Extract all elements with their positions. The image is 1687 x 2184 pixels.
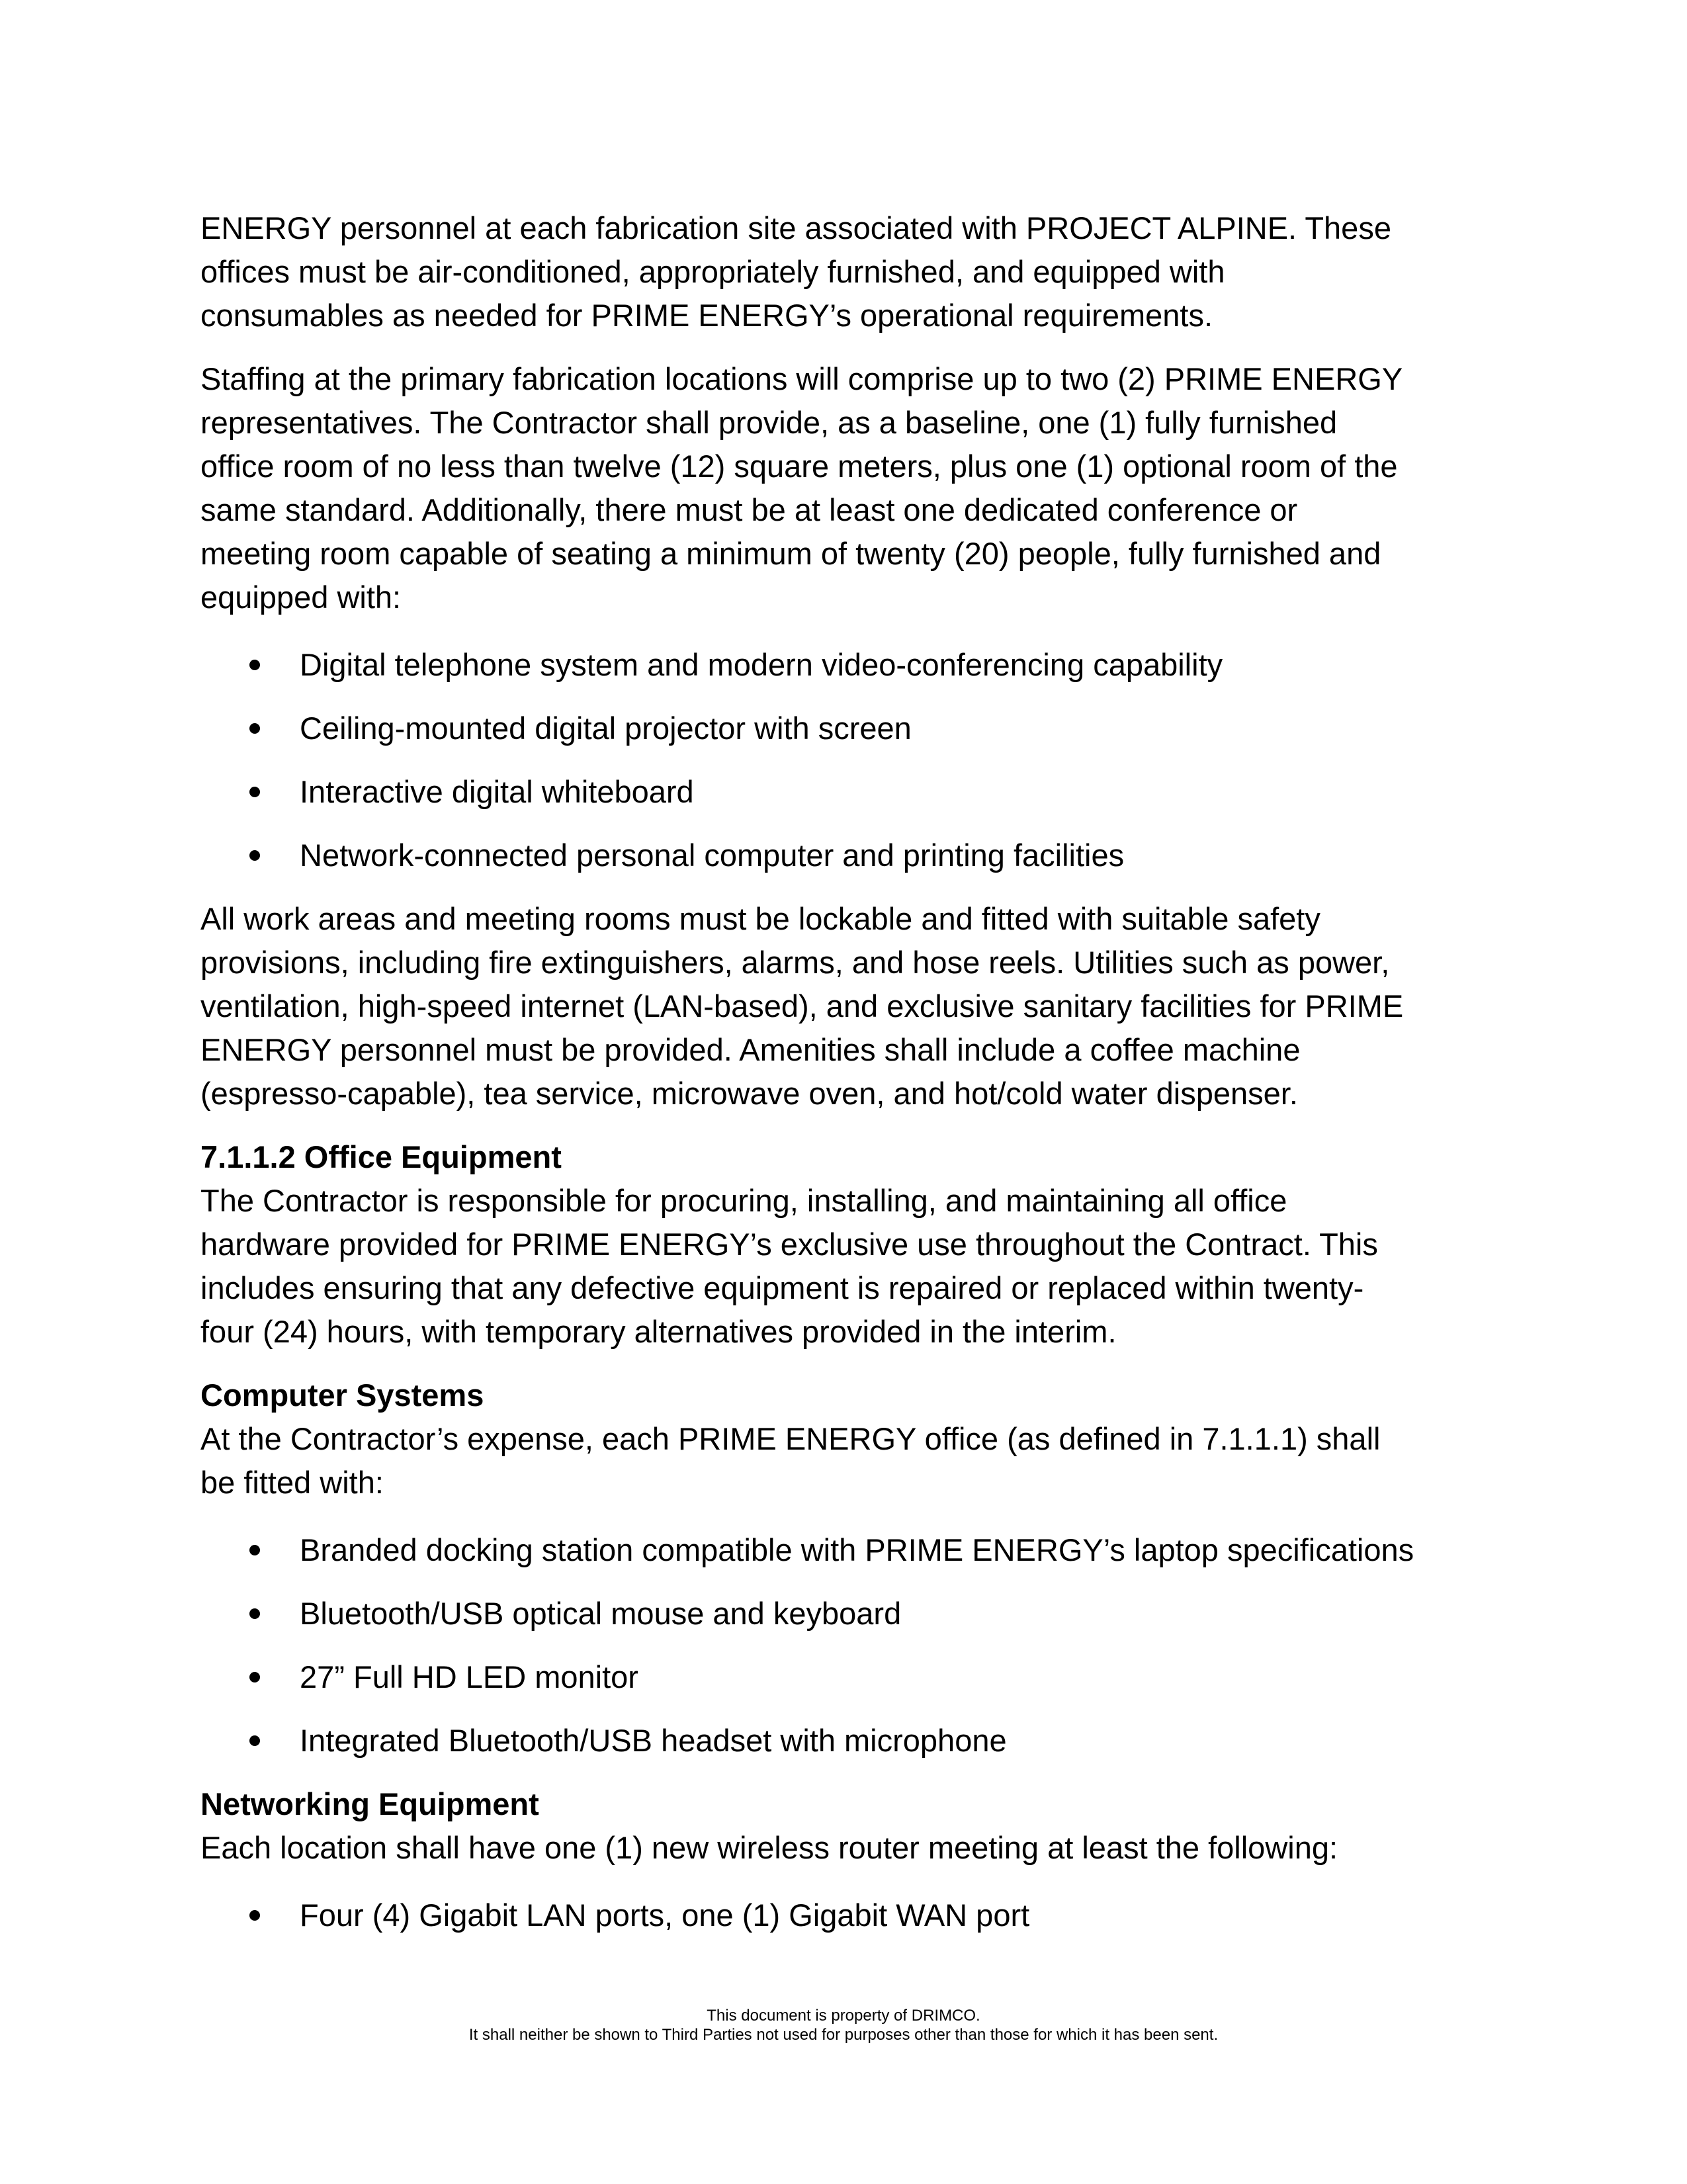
list-item-text: Four (4) Gigabit LAN ports, one (1) Gigabit WAN port [300, 1898, 1030, 1933]
list-item-text: Ceiling-mounted digital projector with screen [300, 711, 912, 746]
text-line: equipped with: [200, 580, 402, 615]
bullet-icon [249, 1735, 260, 1746]
list-item-text: Network-connected personal computer and printing facilities [300, 838, 1125, 873]
bullet-icon [249, 1672, 260, 1682]
list-item-text: Digital telephone system and modern video-conferencing capability [300, 647, 1223, 682]
paragraph [200, 357, 1491, 619]
bullet-icon [249, 1910, 260, 1921]
list-item [200, 1894, 1491, 1937]
list-item [200, 770, 1491, 814]
section-heading: Networking Equipment [200, 1786, 539, 1821]
list-item [200, 707, 1491, 750]
list-item-text: Integrated Bluetooth/USB headset with microphone [300, 1723, 1007, 1758]
list-item-text: Bluetooth/USB optical mouse and keyboard [300, 1596, 902, 1631]
office-equipment-section [200, 1135, 1491, 1354]
paragraph [200, 206, 1491, 337]
list-item [200, 1655, 1491, 1699]
bullet-icon [249, 1608, 260, 1619]
bullet-icon [249, 850, 260, 861]
section-heading: 7.1.1.2 Office Equipment [200, 1139, 562, 1174]
text-line: ventilation, high-speed internet (LAN-based), and exclusive sanitary facilities for PRIME [200, 988, 1404, 1024]
list-item-text: Branded docking station compatible with PRIME ENERGY’s laptop specifications [300, 1532, 1414, 1567]
text-line: Each location shall have one (1) new wireless router meeting at least the following: [200, 1830, 1338, 1865]
text-line: provisions, including fire extinguishers, alarms, and hose reels. Utilities such as power, [200, 945, 1390, 980]
document-body [200, 206, 1491, 1957]
text-line: At the Contractor’s expense, each PRIME ENERGY office (as defined in 7.1.1.1) shall [200, 1421, 1381, 1456]
section-heading: Computer Systems [200, 1377, 484, 1413]
list-item [200, 643, 1491, 687]
networking-list [200, 1894, 1491, 1937]
text-line: offices must be air-conditioned, appropriately furnished, and equipped with [200, 254, 1225, 289]
text-line: hardware provided for PRIME ENERGY’s exclusive use throughout the Contract. This [200, 1227, 1378, 1262]
networking-section [200, 1782, 1491, 1870]
list-item [200, 834, 1491, 877]
computer-systems-section [200, 1374, 1491, 1505]
text-line: representatives. The Contractor shall provide, as a baseline, one (1) fully furnished [200, 405, 1338, 440]
bullet-icon [249, 787, 260, 797]
text-line: four (24) hours, with temporary alternatives provided in the interim. [200, 1314, 1117, 1349]
text-line: ENERGY personnel must be provided. Amenities shall include a coffee machine [200, 1032, 1301, 1067]
text-line: meeting room capable of seating a minimum of twenty (20) people, fully furnished and [200, 536, 1381, 571]
text-line: ENERGY personnel at each fabrication site associated with PROJECT ALPINE. These [200, 210, 1391, 245]
text-line: The Contractor is responsible for procuring, installing, and maintaining all office [200, 1183, 1287, 1218]
list-item [200, 1592, 1491, 1636]
list-item-text: 27” Full HD LED monitor [300, 1659, 638, 1694]
list-item-text: Interactive digital whiteboard [300, 774, 694, 809]
text-line: consumables as needed for PRIME ENERGY’s operational requirements. [200, 298, 1213, 333]
computer-systems-list [200, 1528, 1491, 1763]
footer-line: It shall neither be shown to Third Parties not used for purposes other than those for which it has been sent. [468, 2026, 1219, 2044]
text-line: All work areas and meeting rooms must be lockable and fitted with suitable safety [200, 901, 1320, 936]
page-footer [0, 2006, 1687, 2044]
text-line: (espresso-capable), tea service, microwave oven, and hot/cold water dispenser. [200, 1076, 1298, 1111]
paragraph [200, 897, 1491, 1115]
meeting-room-equipment-list [200, 643, 1491, 877]
list-item [200, 1528, 1491, 1572]
text-line: same standard. Additionally, there must be at least one dedicated conference or [200, 492, 1298, 527]
bullet-icon [249, 1545, 260, 1555]
text-line: be fitted with: [200, 1465, 384, 1500]
text-line: Staffing at the primary fabrication locations will comprise up to two (2) PRIME ENERGY [200, 361, 1403, 396]
bullet-icon [249, 723, 260, 734]
text-line: office room of no less than twelve (12) square meters, plus one (1) optional room of the [200, 449, 1398, 484]
bullet-icon [249, 660, 260, 670]
list-item [200, 1719, 1491, 1763]
text-line: includes ensuring that any defective equipment is repaired or replaced within twenty- [200, 1270, 1364, 1305]
footer-line: This document is property of DRIMCO. [707, 2007, 980, 2025]
